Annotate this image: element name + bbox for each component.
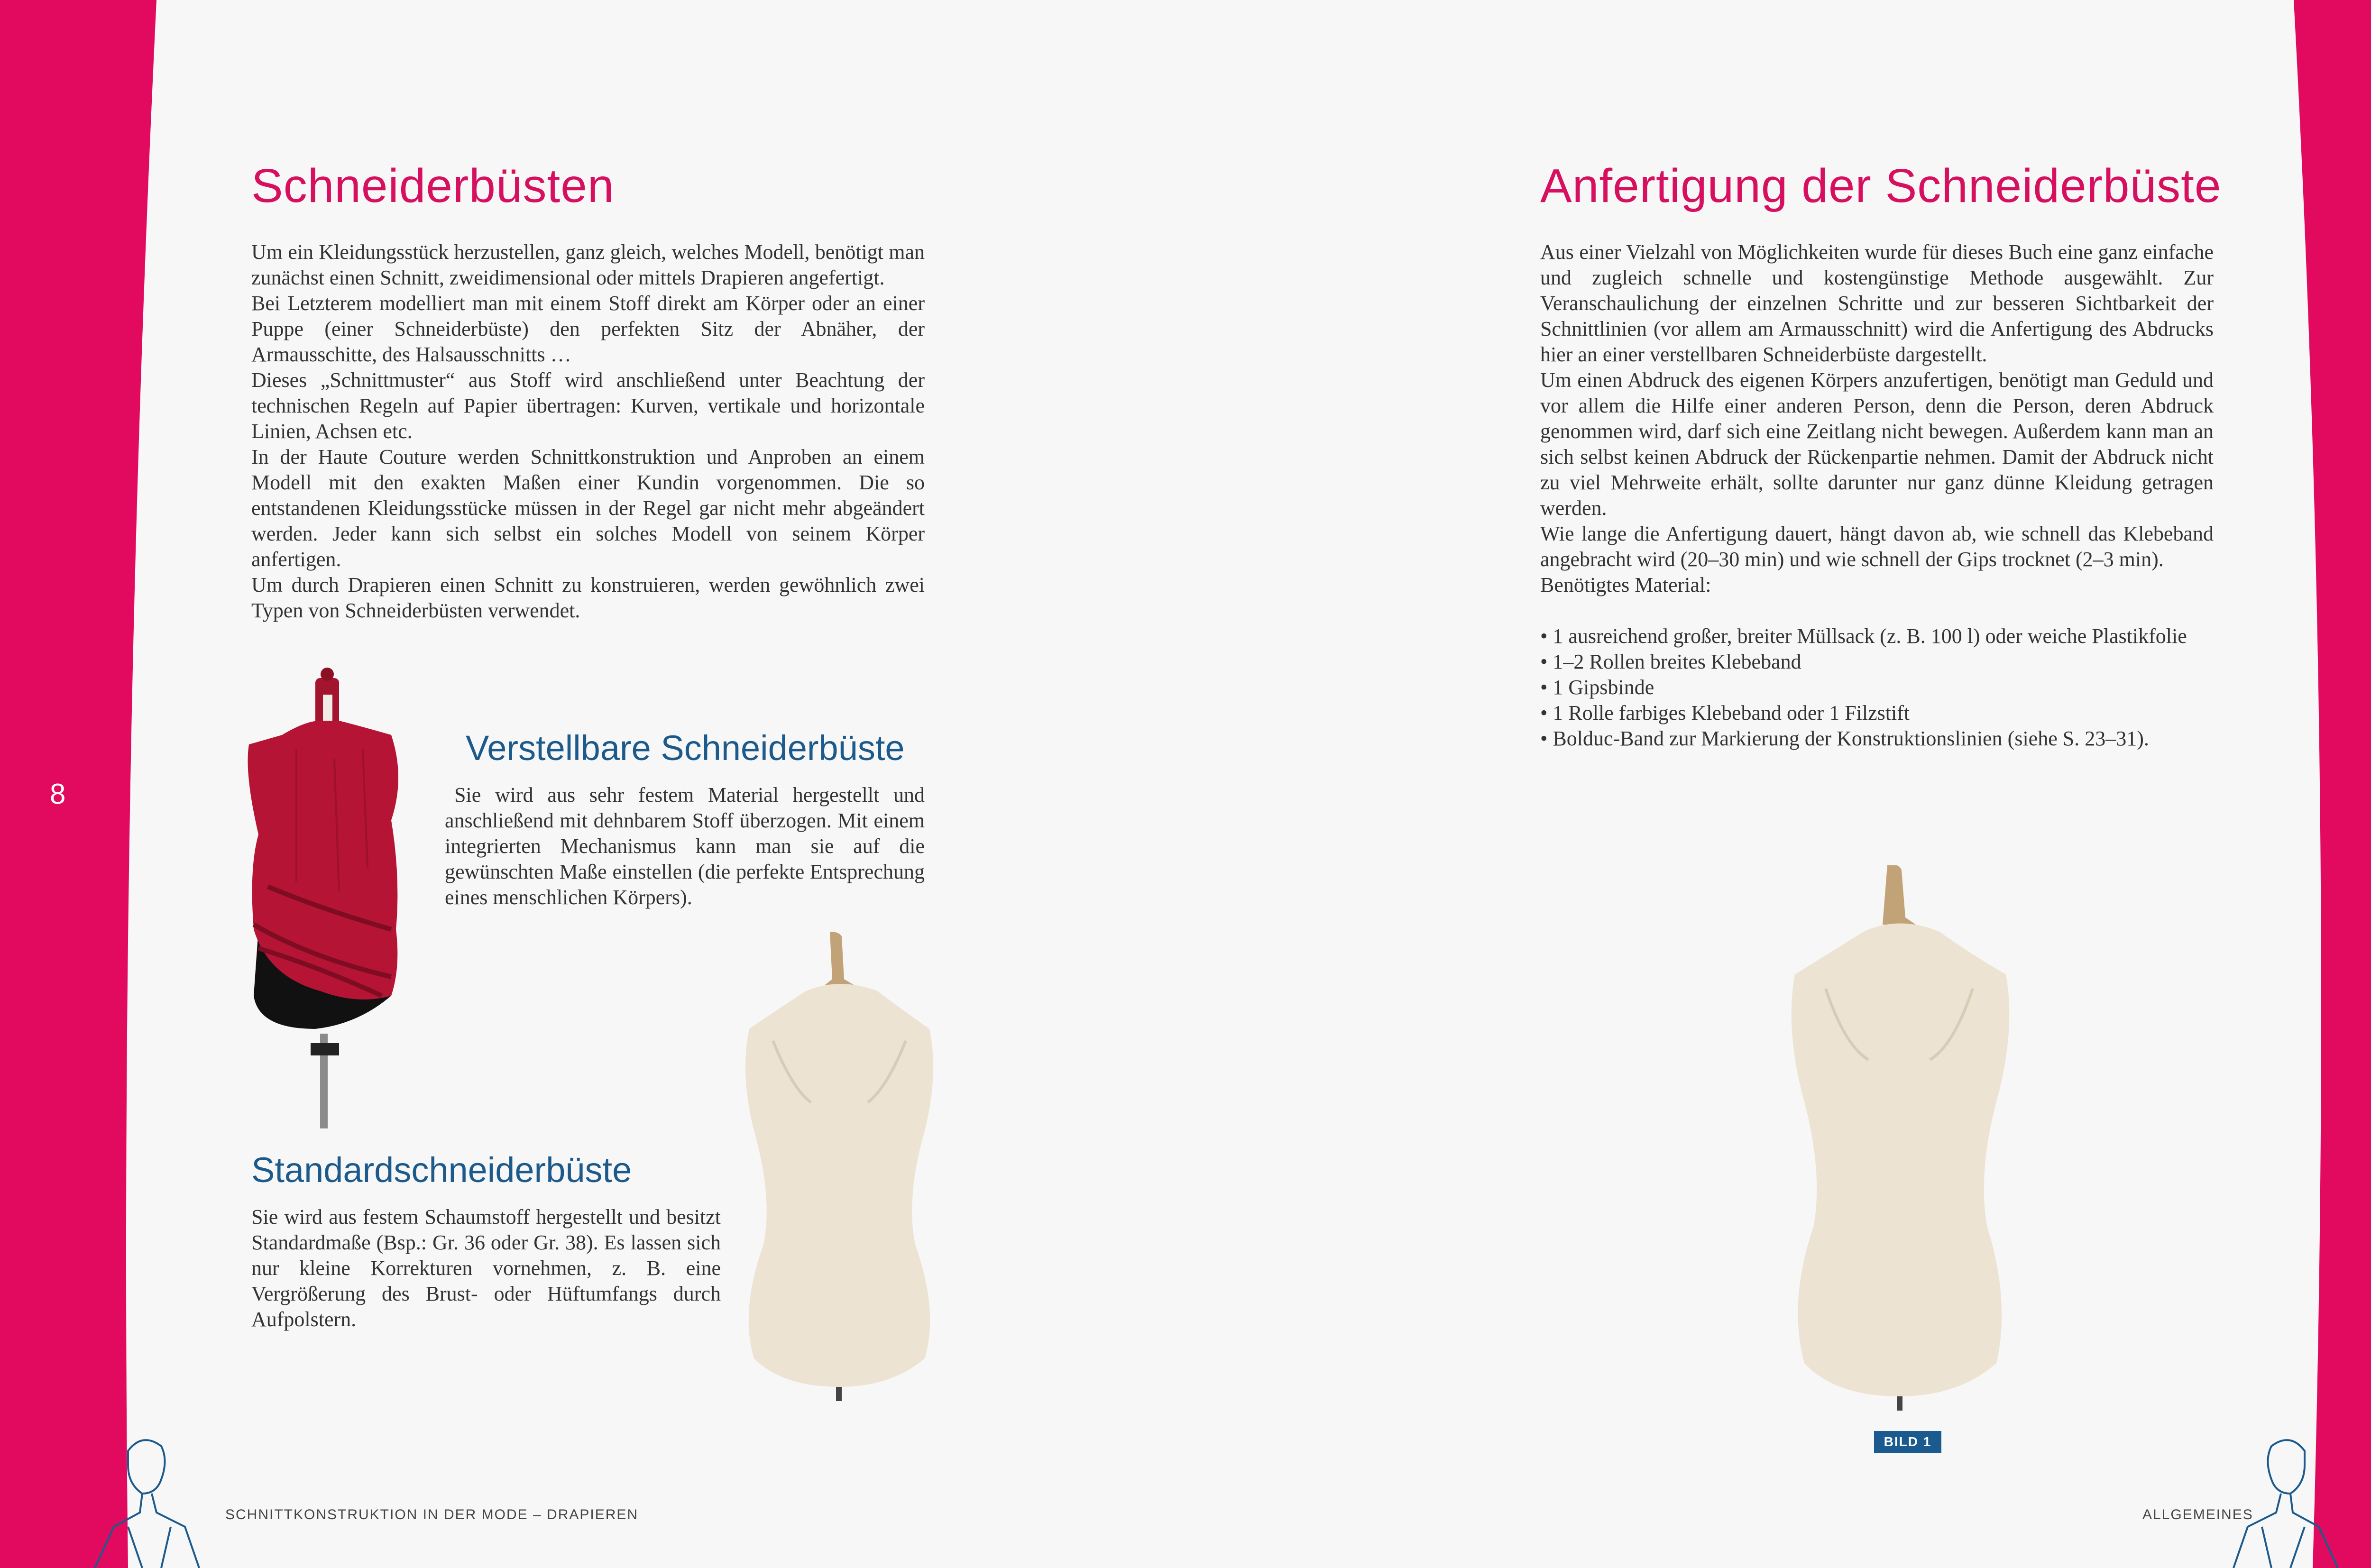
figure-label-badge: BILD 1 bbox=[1874, 1431, 1941, 1453]
paragraph: Um ein Kleidungsstück herzustellen, ganz gleich, welches Modell, benötigt man zunächst einen Schnitt, zweidimensional oder mittels Drapieren angefertigt. bbox=[251, 240, 925, 289]
paragraph: Dieses „Schnittmuster“ aus Stoff wird anschließend unter Beachtung der technischen Regeln auf Papier übertragen: Kurven, vertikale und horizontale Linien, Achsen etc. bbox=[251, 368, 925, 443]
list-item: • 1 Rolle farbiges Klebeband oder 1 Filzstift bbox=[1540, 700, 2214, 726]
materials-intro bbox=[1540, 239, 2214, 598]
list-item: • 1–2 Rollen breites Klebeband bbox=[1540, 649, 2214, 675]
standard-bust-photo bbox=[735, 932, 944, 1401]
left-margin-band bbox=[0, 0, 156, 1568]
paragraph: Um einen Abdruck des eigenen Körpers anzufertigen, benötigt man Geduld und vor allem die Hilfe einer anderen Person, denn die Person, deren Abdruck genommen wird, darf sich eine Zeitlang nicht bewegen. Außerdem kann man an sich selbst keinen Abdruck der Rückenpartie nehmen. Damit der Abdruck nicht zu viel Mehrweite erhält, sollte darunter nur ganz dünne Kleidung getragen werden. bbox=[1540, 368, 2214, 520]
footer-right: ALLGEMEINES bbox=[2142, 1507, 2253, 1522]
paragraph: Benötigtes Material: bbox=[1540, 573, 1711, 596]
section-title-adjustable: Verstellbare Schneiderbüste bbox=[466, 728, 905, 768]
list-item: • Bolduc-Band zur Markierung der Konstruktionslinien (siehe S. 23–31). bbox=[1540, 726, 2214, 752]
paragraph: Um durch Drapieren einen Schnitt zu konstruieren, werden gewöhnlich zwei Typen von Schneiderbüsten verwendet. bbox=[251, 573, 925, 622]
page-number-left: 8 bbox=[50, 778, 66, 810]
paragraph: Wie lange die Anfertigung dauert, hängt davon ab, wie schnell das Klebeband angebracht wird (20–30 min) und wie schnell der Gips trocknet (2–3 min). bbox=[1540, 522, 2214, 571]
section-text-adjustable: Sie wird aus sehr festem Material hergestellt und anschließend mit dehnbarem Stoff überzogen. Mit einem integrierten Mechanismus kann man sie auf die gewünschten Maße einstellen (die perfekte Entsprechung eines menschlichen Körpers). bbox=[445, 783, 925, 909]
paragraph: In der Haute Couture werden Schnittkonstruktion und Anproben an einem Modell mit den exakten Maßen einer Kundin vorgenommen. Die so entstandenen Kleidungsstücke müssen in der Regel gar nicht mehr abgeändert werden. Jeder kann sich selbst ein solches Modell von seinem Körper anfertigen. bbox=[251, 445, 925, 571]
right-margin-band bbox=[2294, 0, 2371, 1568]
page-title-right: Anfertigung der Schneiderbüste bbox=[1540, 159, 2222, 212]
paragraph: Bei Letzterem modelliert man mit einem Stoff direkt am Körper oder an einer Puppe (einer Schneiderbüste) den perfekten Sitz der Abnäher, der Armausschitte, des Halsausschnitts … bbox=[251, 292, 925, 366]
fashion-sketch-right bbox=[2229, 1432, 2347, 1568]
materials-list bbox=[1540, 624, 2214, 752]
paragraph: Aus einer Vielzahl von Möglichkeiten wurde für dieses Buch eine ganz einfache und zugleich schnelle und kostengünstige Methode ausgewählt. Zur Veranschaulichung der einzelnen Schritte und zur besseren Sichtbarkeit der Schnittlinien (vor allem am Armausschnitt) wird die Anfertigung des Abdrucks hier an einer verstellbaren Schneiderbüste dargestellt. bbox=[1540, 240, 2214, 366]
footer-left: SCHNITTKONSTRUKTION IN DER MODE – DRAPIEREN bbox=[225, 1507, 639, 1522]
list-item: • 1 Gipsbinde bbox=[1540, 675, 2214, 700]
bust-figure-1 bbox=[1783, 865, 2015, 1411]
page-title-left: Schneiderbüsten bbox=[251, 159, 615, 212]
list-item: • 1 ausreichend großer, breiter Müllsack (z. B. 100 l) oder weiche Plastikfolie bbox=[1540, 624, 2214, 649]
intro-text bbox=[251, 239, 925, 624]
fashion-sketch-left bbox=[85, 1432, 204, 1568]
section-title-standard: Standardschneiderbüste bbox=[251, 1150, 632, 1190]
adjustable-bust-photo bbox=[239, 664, 420, 1128]
section-text-standard: Sie wird aus festem Schaumstoff hergestellt und besitzt Standardmaße (Bsp.: Gr. 36 oder Gr. 38). Es lassen sich nur kleine Korrekturen vornehmen, z. B. eine Vergrößerung des Brust- oder Hüftumfangs durch Aufpolstern. bbox=[251, 1205, 721, 1331]
